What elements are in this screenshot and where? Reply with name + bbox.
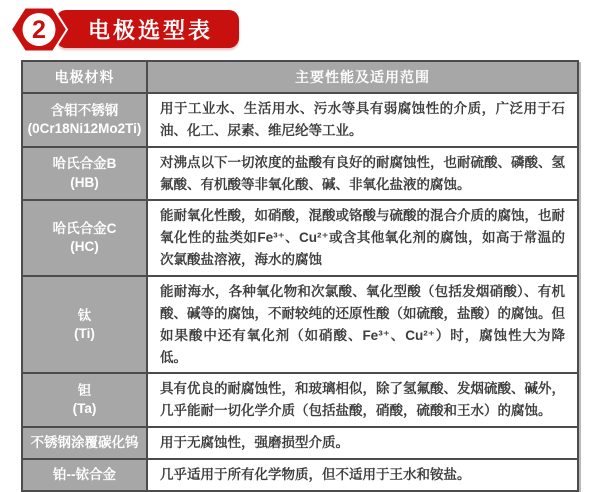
- column-header-material: 电极材料: [22, 61, 147, 93]
- description-cell: 用于工业水、生活用水、污水等具有弱腐蚀性的介质，广泛用于石油、化工、尿素、维尼纶等工业。: [147, 93, 578, 147]
- material-name: 钽: [77, 383, 92, 399]
- description-cell: 能耐氧化性酸，如硝酸，混酸或铬酸与硫酸的混合介质的腐蚀，也耐氧化性的盐类如Fe³⁺、Cu²⁺或含其他氧化剂的腐蚀，如高于常温的次氯酸盐溶液，海水的腐蚀: [147, 200, 578, 276]
- material-cell: [22, 373, 147, 427]
- description-cell: 用于无腐蚀性，强磨损型介质。: [147, 427, 578, 459]
- material-name: 含钼不锈钢: [50, 102, 119, 118]
- material-name: 不锈钢涂覆碳化钨: [30, 434, 139, 450]
- material-cell: [22, 147, 147, 201]
- table-row: [22, 459, 578, 491]
- description-cell: 具有优良的耐腐蚀性，和玻璃相似，除了氢氟酸、发烟硫酸、碱外，几乎能耐一切化学介质（包括盐酸，硝酸，硫酸和王水）的腐蚀。: [147, 373, 578, 427]
- badge-number: 2: [32, 16, 46, 44]
- table-row: [22, 147, 578, 201]
- material-cell: [22, 459, 147, 491]
- material-code: (HB): [70, 174, 99, 190]
- table-row: [22, 373, 578, 427]
- material-code: (Ti): [74, 325, 95, 341]
- material-cell: [22, 93, 147, 147]
- table-row: [22, 93, 578, 147]
- material-name: 铂--铱合金: [53, 466, 116, 482]
- table-row: [22, 276, 578, 373]
- material-code: (HC): [70, 239, 99, 255]
- number-badge-hexagon-icon: [10, 6, 68, 53]
- material-code: (0Cr18Ni12Mo2Ti): [27, 120, 142, 136]
- description-cell: 对沸点以下一切浓度的盐酸有良好的耐腐蚀性，也耐硫酸、磷酸、氢氟酸、有机酸等非氧化酸、碱、非氧化盐液的腐蚀。: [147, 147, 578, 201]
- table-row: [22, 427, 578, 459]
- description-cell: 能耐海水，各种氧化物和次氯酸、氧化型酸（包括发烟硝酸）、有机酸、碱等的腐蚀，不耐较纯的还原性酸（如硫酸，盐酸）的腐蚀。但如果酸中还有氧化剂（如硝酸、Fe³⁺、Cu²⁺）时，腐蚀性大为降低。: [147, 276, 578, 373]
- material-cell: [22, 276, 147, 373]
- material-name: 钛: [77, 307, 92, 323]
- material-cell: [22, 200, 147, 276]
- material-cell: [22, 427, 147, 459]
- electrode-selection-table: [21, 60, 579, 492]
- table-header-row: [22, 61, 578, 93]
- page-title: 电极选型表: [56, 10, 239, 48]
- material-code: (Ta): [72, 401, 97, 417]
- material-name: 哈氏合金C: [52, 221, 117, 236]
- description-cell: 几乎适用于所有化学物质，但不适用于王水和铵盐。: [147, 459, 578, 491]
- page-header: [0, 0, 600, 58]
- material-name: 哈氏合金B: [52, 156, 117, 172]
- table-body: [22, 93, 578, 491]
- table-row: [22, 200, 578, 276]
- column-header-performance: 主要性能及适用范围: [147, 61, 578, 93]
